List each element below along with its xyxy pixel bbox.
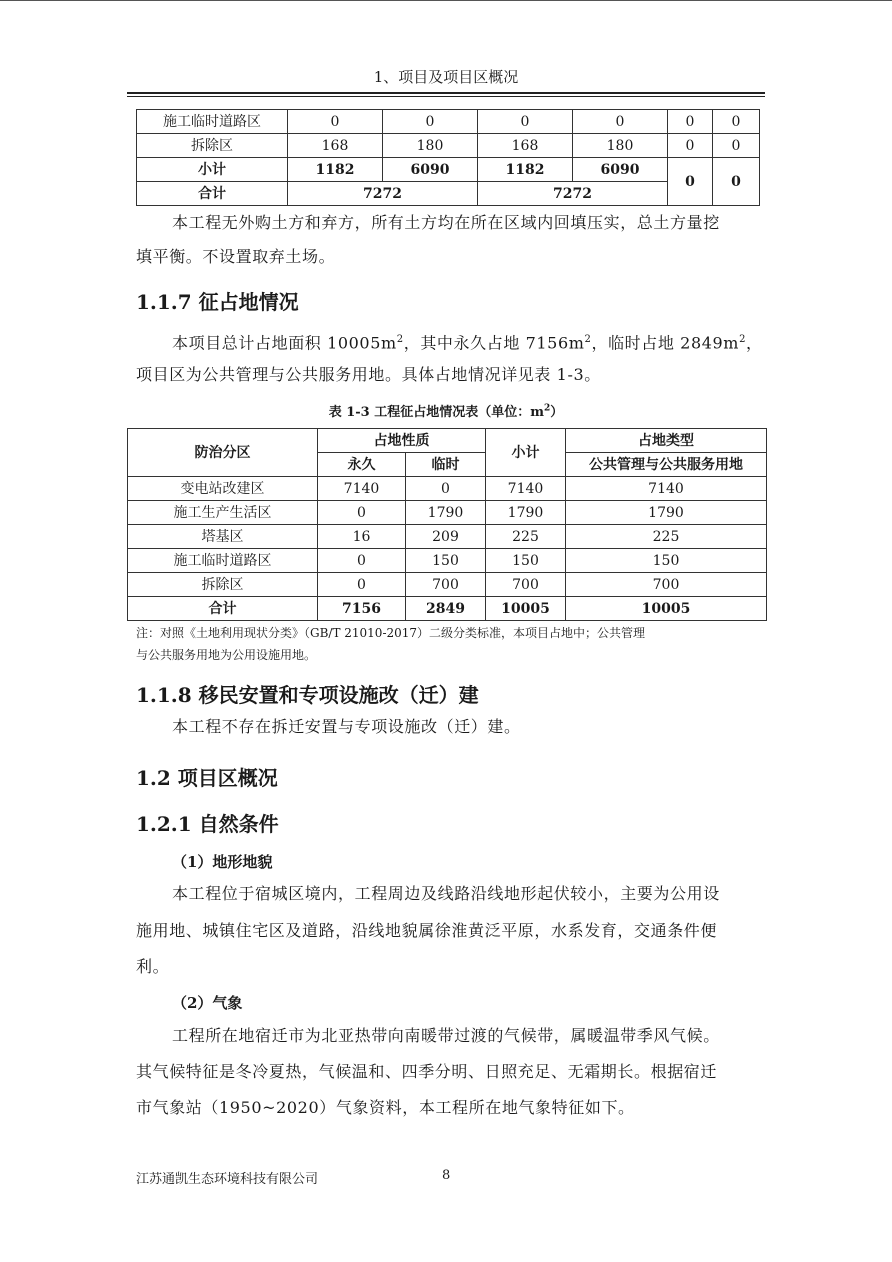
table-cell: 700	[406, 573, 486, 597]
page-number: 8	[442, 1168, 451, 1183]
paragraph: 填平衡。不设置取弃土场。	[136, 247, 336, 266]
paragraph: 工程所在地宿迁市为北亚热带向南暖带过渡的气候带，属暖温带季风气候。	[172, 1026, 720, 1045]
table-cell: 小计	[137, 158, 288, 182]
note-line: 注：对照《土地利用现状分类》（GB/T 21010-2017）二级分类标准，本项目占地中；公共管理	[136, 626, 646, 640]
table-cell: 7140	[566, 477, 767, 501]
table-cell: 10005	[566, 597, 767, 621]
table-cell: 0	[668, 134, 713, 158]
table-cell: 700	[566, 573, 767, 597]
table-cell: 180	[573, 134, 668, 158]
text-run: ，	[746, 333, 763, 353]
section-heading: 1.2.1 自然条件	[136, 812, 279, 836]
table-row	[128, 597, 767, 621]
table-row	[128, 573, 767, 597]
table-cell: 0	[573, 110, 668, 134]
table-cell: 0	[318, 549, 406, 573]
table-cell: 1790	[566, 501, 767, 525]
table-cell: 7140	[318, 477, 406, 501]
table-header: 公共管理与公共服务用地	[566, 453, 767, 477]
table-note	[136, 622, 764, 666]
superscript: 2	[544, 403, 551, 414]
running-header: 1、项目及项目区概况	[373, 68, 519, 86]
table-cell: 1790	[486, 501, 566, 525]
table-header: 临时	[406, 453, 486, 477]
table-cell: 2849	[406, 597, 486, 621]
header-rule	[127, 92, 765, 94]
table-cell: 0	[318, 573, 406, 597]
paragraph	[172, 323, 763, 360]
table-cell: 7156	[318, 597, 406, 621]
table-cell: 225	[566, 525, 767, 549]
table-cell: 0	[713, 158, 760, 206]
paragraph: 本工程位于宿城区境内，工程周边及线路沿线地形起伏较小，主要为公用设	[172, 884, 720, 903]
text-run: 表 1-3 工程征占地情况表（单位：m	[328, 405, 544, 420]
table-row	[137, 110, 760, 134]
table-header: 占地性质	[318, 429, 486, 453]
text-run: ，其中永久占地 7156m	[403, 333, 585, 353]
header-rule-thin	[127, 96, 765, 97]
table-cell: 合计	[137, 182, 288, 206]
table-cell: 0	[478, 110, 573, 134]
table-cell: 150	[566, 549, 767, 573]
table-cell: 168	[478, 134, 573, 158]
table-cell: 0	[668, 110, 713, 134]
table-caption	[127, 401, 765, 420]
table-cell: 16	[318, 525, 406, 549]
table-row	[137, 182, 760, 206]
paragraph: 本工程无外购土方和弃方，所有土方均在所在区域内回填压实，总土方量挖	[172, 213, 720, 232]
table-header-row	[128, 429, 767, 453]
paragraph: 利。	[136, 957, 170, 976]
table-cell: 7272	[478, 182, 668, 206]
table-cell: 1790	[406, 501, 486, 525]
text-run: ）	[550, 405, 564, 420]
table-header: 永久	[318, 453, 406, 477]
table-row	[137, 158, 760, 182]
table-cell: 0	[668, 158, 713, 206]
section-heading: 1.2 项目区概况	[136, 766, 278, 790]
table-header: 防治分区	[128, 429, 318, 477]
text-run: 本项目总计占地面积 10005m	[172, 333, 397, 353]
table-cell: 施工生产生活区	[128, 501, 318, 525]
footer-company: 江苏通凯生态环境科技有限公司	[136, 1172, 319, 1187]
table-cell: 0	[288, 110, 383, 134]
table-cell: 6090	[573, 158, 668, 182]
table-cell: 拆除区	[137, 134, 288, 158]
table-cell: 0	[713, 110, 760, 134]
table-cell: 225	[486, 525, 566, 549]
table-cell: 施工临时道路区	[137, 110, 288, 134]
table-row	[128, 549, 767, 573]
table-cell: 合计	[128, 597, 318, 621]
table-cell: 209	[406, 525, 486, 549]
paragraph: 施用地、城镇住宅区及道路，沿线地貌属徐淮黄泛平原，水系发育，交通条件便	[136, 921, 718, 940]
table-cell: 168	[288, 134, 383, 158]
section-heading: 1.1.8 移民安置和专项设施改（迁）建	[136, 683, 479, 707]
top-border	[0, 0, 892, 1]
table-cell: 180	[383, 134, 478, 158]
table-cell: 7140	[486, 477, 566, 501]
table-cell: 0	[383, 110, 478, 134]
paragraph: 本工程不存在拆迁安置与专项设施改（迁）建。	[172, 717, 521, 736]
table-cell: 变电站改建区	[128, 477, 318, 501]
table-row	[128, 477, 767, 501]
superscript: 2	[396, 334, 404, 345]
superscript: 2	[584, 334, 592, 345]
table-cell: 拆除区	[128, 573, 318, 597]
paragraph: 其气候特征是冬冷夏热，气候温和、四季分明、日照充足、无霜期长。根据宿迁	[136, 1062, 718, 1081]
paragraph: 市气象站（1950~2020）气象资料，本工程所在地气象特征如下。	[136, 1098, 635, 1117]
table-row	[128, 501, 767, 525]
superscript: 2	[739, 334, 747, 345]
earthwork-table	[136, 109, 760, 206]
table-cell: 10005	[486, 597, 566, 621]
text-run: ，临时占地 2849m	[591, 333, 740, 353]
table-header: 占地类型	[566, 429, 767, 453]
table-cell: 1182	[288, 158, 383, 182]
note-line: 与公共服务用地为公用设施用地。	[136, 648, 317, 662]
table-cell: 700	[486, 573, 566, 597]
table-row	[128, 525, 767, 549]
subsection-heading: （2）气象	[172, 994, 243, 1012]
table-cell: 0	[713, 134, 760, 158]
table-cell: 0	[318, 501, 406, 525]
table-cell: 0	[406, 477, 486, 501]
section-heading: 1.1.7 征占地情况	[136, 290, 299, 314]
table-cell: 6090	[383, 158, 478, 182]
table-cell: 150	[486, 549, 566, 573]
table-cell: 塔基区	[128, 525, 318, 549]
subsection-heading: （1）地形地貌	[172, 853, 273, 871]
table-header: 小计	[486, 429, 566, 477]
table-row	[137, 134, 760, 158]
table-cell: 7272	[288, 182, 478, 206]
table-cell: 150	[406, 549, 486, 573]
table-cell: 施工临时道路区	[128, 549, 318, 573]
table-cell: 1182	[478, 158, 573, 182]
paragraph: 项目区为公共管理与公共服务用地。具体占地情况详见表 1-3。	[136, 365, 601, 384]
land-occupation-table	[127, 428, 767, 621]
